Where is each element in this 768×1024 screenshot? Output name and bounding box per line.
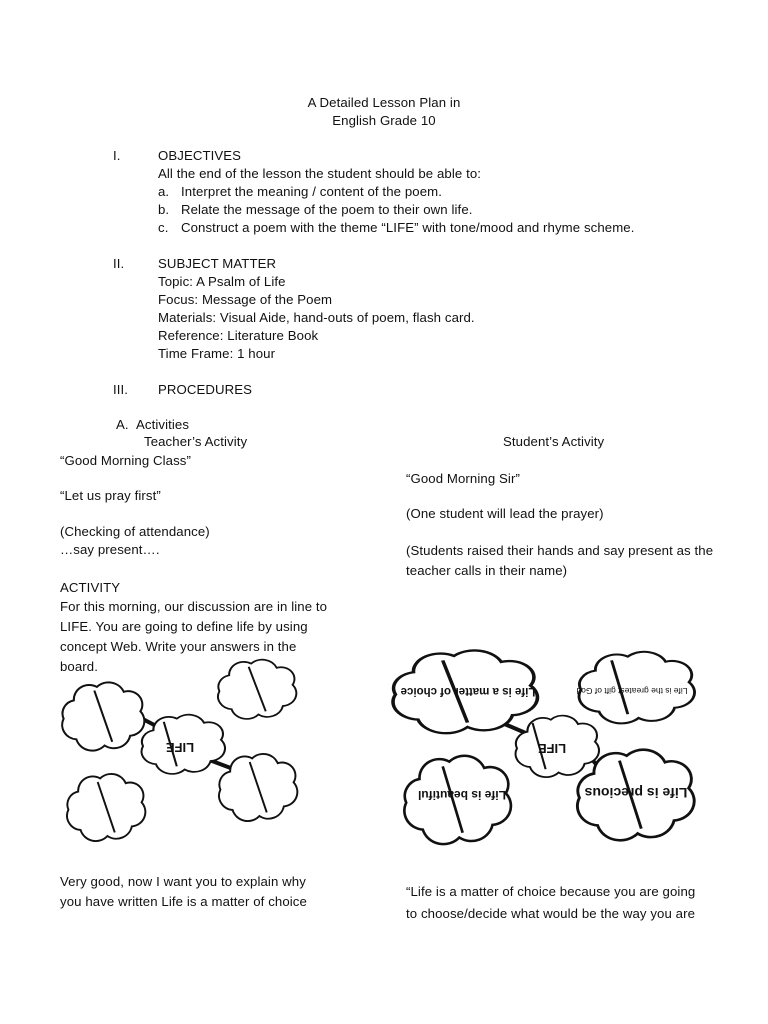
teacher-greeting: “Good Morning Class” [60,453,191,468]
doc-title-line1: A Detailed Lesson Plan in [307,95,461,110]
teacher-followup-line: Very good, now I want you to explain why [60,874,306,889]
objective-letter: b. [158,202,170,217]
procedures-numeral: III. [113,382,129,397]
subject-matter-numeral: II. [113,256,125,271]
student-column-title: Student’s Activity [503,434,605,449]
activity-title: ACTIVITY [60,580,121,595]
teacher-attendance: (Checking of attendance) [60,524,210,539]
web-answer-bottom-right: Life is precious [584,785,688,801]
subject-matter-line: Topic: A Psalm of Life [158,274,286,289]
objective-item: Construct a poem with the theme “LIFE” with tone/mood and rhyme scheme. [181,220,635,235]
procedures-heading: PROCEDURES [158,382,253,397]
subject-matter-line: Materials: Visual Aide, hand-outs of poem, flash card. [158,310,475,325]
objective-item: Interpret the meaning / content of the poem. [181,184,442,199]
web-center-label: LIFE [165,740,195,755]
web-center-label: LIFE [537,741,567,756]
student-answer-line: “Life is a matter of choice because you are going [406,884,696,899]
web-answer-top-right: Life is the greatest gift of God [576,686,688,696]
activity-line: concept Web. Write your answers in the [60,639,297,654]
objectives-intro: All the end of the lesson the student should be able to: [158,166,482,181]
activity-line: LIFE. You are going to define life by using [60,619,308,634]
activity-line: For this morning, our discussion are in line to [60,599,328,614]
web-answer-top-left: Life is a matter of choice [400,685,536,697]
student-greeting: “Good Morning Sir” [406,471,520,486]
subject-matter-line: Reference: Literature Book [158,328,319,343]
student-present-line: (Students raised their hands and say present as the [406,543,714,558]
activities-heading: Activities [136,417,190,432]
web-answer-bottom-left: Life is beautiful [417,788,507,802]
objectives-numeral: I. [113,148,121,163]
student-answer-line: to choose/decide what would be the way you are [406,906,696,921]
teacher-say-present: …say present…. [60,542,160,557]
student-present-line: teacher calls in their name) [406,563,568,578]
objective-letter: a. [158,184,170,199]
subject-matter-heading: SUBJECT MATTER [158,256,277,271]
activity-line: board. [60,659,98,674]
objectives-heading: OBJECTIVES [158,148,242,163]
subject-matter-line: Time Frame: 1 hour [158,346,276,361]
teacher-column-title: Teacher’s Activity [144,434,248,449]
subject-matter-line: Focus: Message of the Poem [158,292,333,307]
teacher-followup-line: you have written Life is a matter of choice [60,894,307,909]
objective-letter: c. [158,220,169,235]
doc-title-line2: English Grade 10 [332,113,436,128]
activities-letter: A. [116,417,129,432]
student-prayer: (One student will lead the prayer) [406,506,604,521]
teacher-pray: “Let us pray first” [60,488,161,503]
objective-item: Relate the message of the poem to their own life. [181,202,473,217]
